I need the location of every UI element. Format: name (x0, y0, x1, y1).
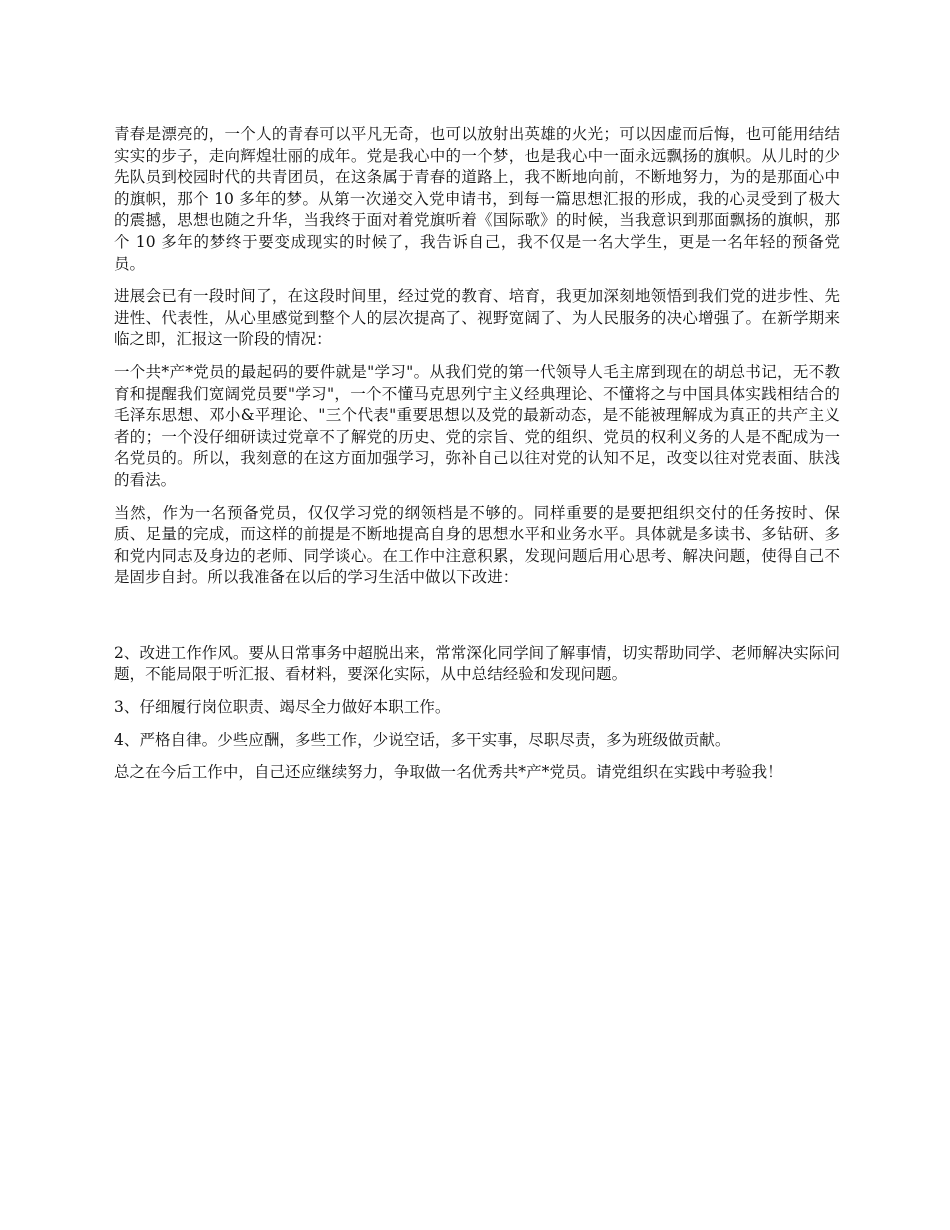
paragraph-improvement-intro: 当然，作为一名预备党员，仅仅学习党的纲领档是不够的。同样重要的是要把组织交付的任务按时、保质、足量的完成，而这样的前提是不断地提高自身的思想水平和业务水平。具体就是多读书、多钻研、多和党内同志及身边的老师、同学谈心。在工作中注意积累，发现问题后用心思考、解决问题，使得自己不是固步自封。所以我准备在以后的学习生活中做以下改进： (114, 503, 840, 587)
paragraph-conclusion: 总之在今后工作中，自己还应继续努力，争取做一名优秀共*产*党员。请党组织在实践中考验我！ (114, 763, 783, 782)
paragraph-intro: 青春是漂亮的，一个人的青春可以平凡无奇，也可以放射出英雄的火光；可以因虚而后悔，也可能用结结实实的步子，走向辉煌壮丽的成年。党是我心中的一个梦，也是我心中一面永远飘扬的旗帜。从儿时的少先队员到校园时代的共青团员，在这条属于青春的道路上，我不断地向前，不断地努力，为的是那面心中的旗帜，那个 10 多年的梦。从第一次递交入党申请书，到每一篇思想汇报的形成，我的心灵受到了极大的震撼，思想也随之升华，当我终于面对着党旗听着《国际歌》的时候，当我意识到那面飘扬的旗帜，那个 10 多年的梦终于要变成现实的时候了，我告诉自己，我不仅是一名大学生，更是一名年轻的预备党员。 (114, 125, 840, 273)
paragraph-progress: 进展会已有一段时间了，在这段时间里，经过党的教育、培育，我更加深刻地领悟到我们党的进步性、先进性、代表性，从心里感觉到整个人的层次提高了、视野宽阔了、为人民服务的决心增强了。在新学期来临之即，汇报这一阶段的情况： (114, 287, 840, 349)
list-item-duties: 3、仔细履行岗位职责、竭尽全力做好本职工作。 (114, 698, 451, 717)
list-item-self-discipline: 4、严格自律。少些应酬，多些工作，少说空话，多干实事，尽职尽责，多为班级做贡献。 (114, 730, 731, 749)
document-body (114, 124, 840, 795)
list-item-work-style: 2、改进工作作风。要从日常事务中超脱出来，常常深化同学间了解事情，切实帮助同学、老师解决实际问题，不能局限于听汇报、看材料，要深化实际，从中总结经验和发现问题。 (114, 643, 840, 684)
paragraph-study: 一个共*产*党员的最起码的要件就是"学习"。从我们党的第一代领导人毛主席到现在的胡总书记，无不教育和提醒我们宽阔党员要"学习"，一个不懂马克思列宁主义经典理论、不懂将之与中国具体实践相结合的毛泽东思想、邓小&平理论、"三个代表"重要思想以及党的最新动态，是不能被理解成为真正的共产主义者的；一个没仔细研读过党章不了解党的历史、党的宗旨、党的组织、党员的权利义务的人是不配成为一名党员的。所以，我刻意的在这方面加强学习，弥补自己以往对党的认知不足，改变以往对党表面、肤浅的看法。 (114, 362, 840, 489)
